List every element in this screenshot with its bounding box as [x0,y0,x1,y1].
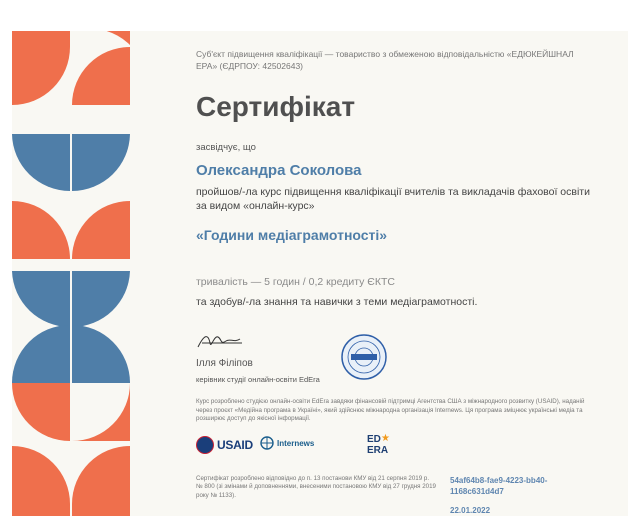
issuer-text: Суб'єкт підвищення кваліфікації — товариство з обмеженою відповідальністю «ЕДЮКЕЙШНАЛ ЕРА» (ЄДРПОУ: 42502643) [196,49,574,71]
usaid-logo [196,436,253,454]
orange-leaf-shape [12,201,70,259]
blue-semicircle-shape [72,134,130,191]
official-stamp [341,334,387,380]
blue-semicircle-shape [12,134,70,191]
internews-globe-icon [260,436,274,450]
signature-image [196,329,246,353]
blue-semicircle-shape [12,271,70,327]
edera-logo-bottom: ERA [367,445,389,456]
issue-date: 22.01.2022 [450,506,491,515]
recipient-name: Олександра Соколова [196,162,362,179]
decorative-pattern [12,31,130,516]
certificate-id: 54af64b8-fae9-4223-bb40-1168c631d4d7 [450,476,548,496]
course-description: пройшов/-ла курс підвищення кваліфікації вчителів та викладачів фахової освіти за видом «онлайн-курс» [196,186,590,212]
blue-semicircle-shape [12,325,70,383]
orange-leaf-shape [12,31,70,105]
course-name: «Години медіаграмотності» [196,227,388,243]
legal-basis-text: Сертифікат розроблено відповідно до п. 13 постанови КМУ від 21 серпня 2019 р. № 800 (зі змінами й доповненнями, внесеними постановою КМУ від 27 грудня 2019 року № 1133). [196,475,436,499]
orange-leaf-shape [72,201,130,259]
blue-semicircle-shape [72,325,130,383]
orange-leaf-shape [12,446,70,504]
internews-logo [260,436,314,450]
orange-leaf-shape [72,31,130,45]
usaid-logo-text: USAID [217,438,253,452]
course-duration: тривалість — 5 годин / 0,2 кредиту ЄКТС [196,276,395,288]
usaid-seal-icon [196,436,214,454]
signer-role: керівник студії онлайн-освіти EdEra [196,375,320,384]
orange-leaf-shape [72,383,130,441]
edera-logo [367,434,399,456]
star-icon: ★ [381,433,390,444]
signer-name: Ілля Філіпов [196,358,253,369]
blue-semicircle-shape [72,271,130,327]
orange-leaf-shape [72,446,130,504]
edera-logo-top: ED [367,434,381,445]
orange-leaf-shape [12,383,70,441]
certifies-text: засвідчує, що [196,142,256,153]
acquired-skills-text: та здобув/-ла знання та навички з теми медіаграмотності. [196,296,478,308]
page-title: Сертифікат [196,91,356,122]
funding-disclaimer: Курс розроблено студією онлайн-освіти EdEra завдяки фінансовій підтримці Агентства США з міжнародного розвитку (USAID), наданій через проєкт «Медійна програма в Україні», який здійснює міжнародна організація Internews. Ця програма зміцнює українські медіа та розширює доступ до якісної інформації. [196,398,585,423]
orange-leaf-shape [72,47,130,105]
internews-logo-text: Internews [277,438,315,448]
